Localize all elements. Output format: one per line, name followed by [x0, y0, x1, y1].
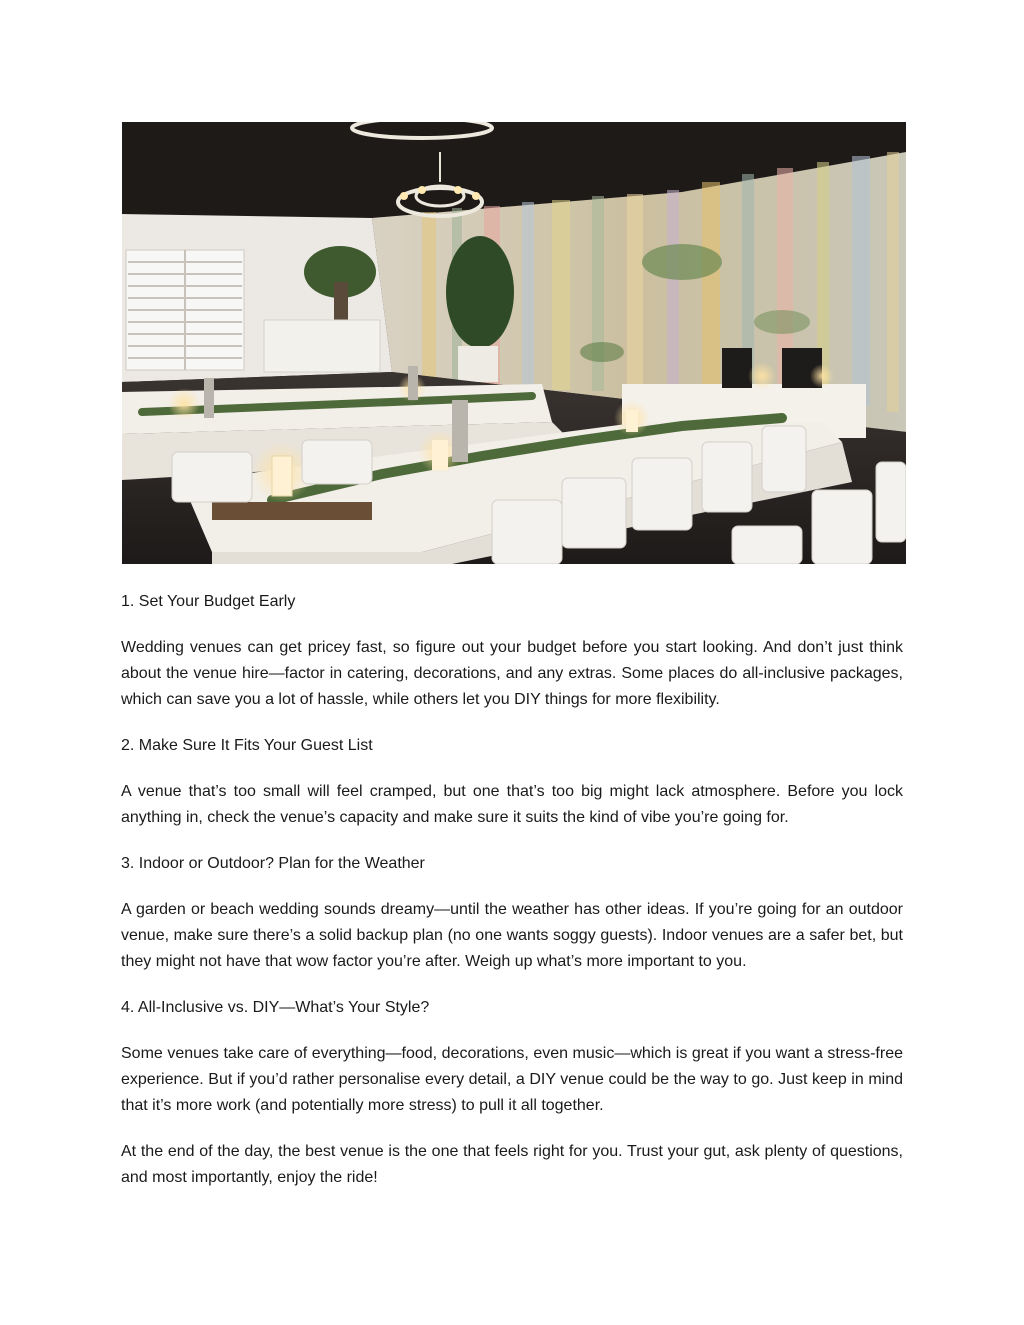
section-body-guest-list: A venue that’s too small will feel cramped, but one that’s too big might lack atmosphere. Before you lock anything in, check the venue’s capacity and make sure it suits the kind of vibe you’re going for. [121, 783, 903, 826]
section-body-budget: Wedding venues can get pricey fast, so figure out your budget before you start looking. And don’t just think about the venue hire—factor in catering, decorations, and any extras. Some places do all-inclusive packages, which can save you a lot of hassle, while others let you DIY things for more flexibility. [121, 639, 903, 708]
section-heading-weather: 3. Indoor or Outdoor? Plan for the Weather [121, 855, 425, 872]
article-body [121, 589, 903, 1211]
section-body-weather: A garden or beach wedding sounds dreamy—until the weather has other ideas. If you’re going for an outdoor venue, make sure there’s a solid backup plan (no one wants soggy guests). Indoor venues are a safer bet, but they might not have that wow factor you’re after. Weigh up what’s more important to you. [121, 901, 903, 970]
section-heading-style: 4. All-Inclusive vs. DIY—What’s Your Style? [121, 999, 430, 1016]
wedding-reception-photo-icon [122, 122, 906, 564]
section-body-style: Some venues take care of everything—food, decorations, even music—which is great if you want a stress-free experience. But if you’d rather personalise every detail, a DIY venue could be the way to go. Just keep in mind that it’s more work (and potentially more stress) to pull it all together. [121, 1045, 903, 1114]
section-heading-budget: 1. Set Your Budget Early [121, 593, 296, 610]
venue-photo [122, 122, 906, 564]
closing-paragraph: At the end of the day, the best venue is the one that feels right for you. Trust your gut, ask plenty of questions, and most importantly, enjoy the ride! [121, 1143, 903, 1186]
section-heading-guest-list: 2. Make Sure It Fits Your Guest List [121, 737, 373, 754]
